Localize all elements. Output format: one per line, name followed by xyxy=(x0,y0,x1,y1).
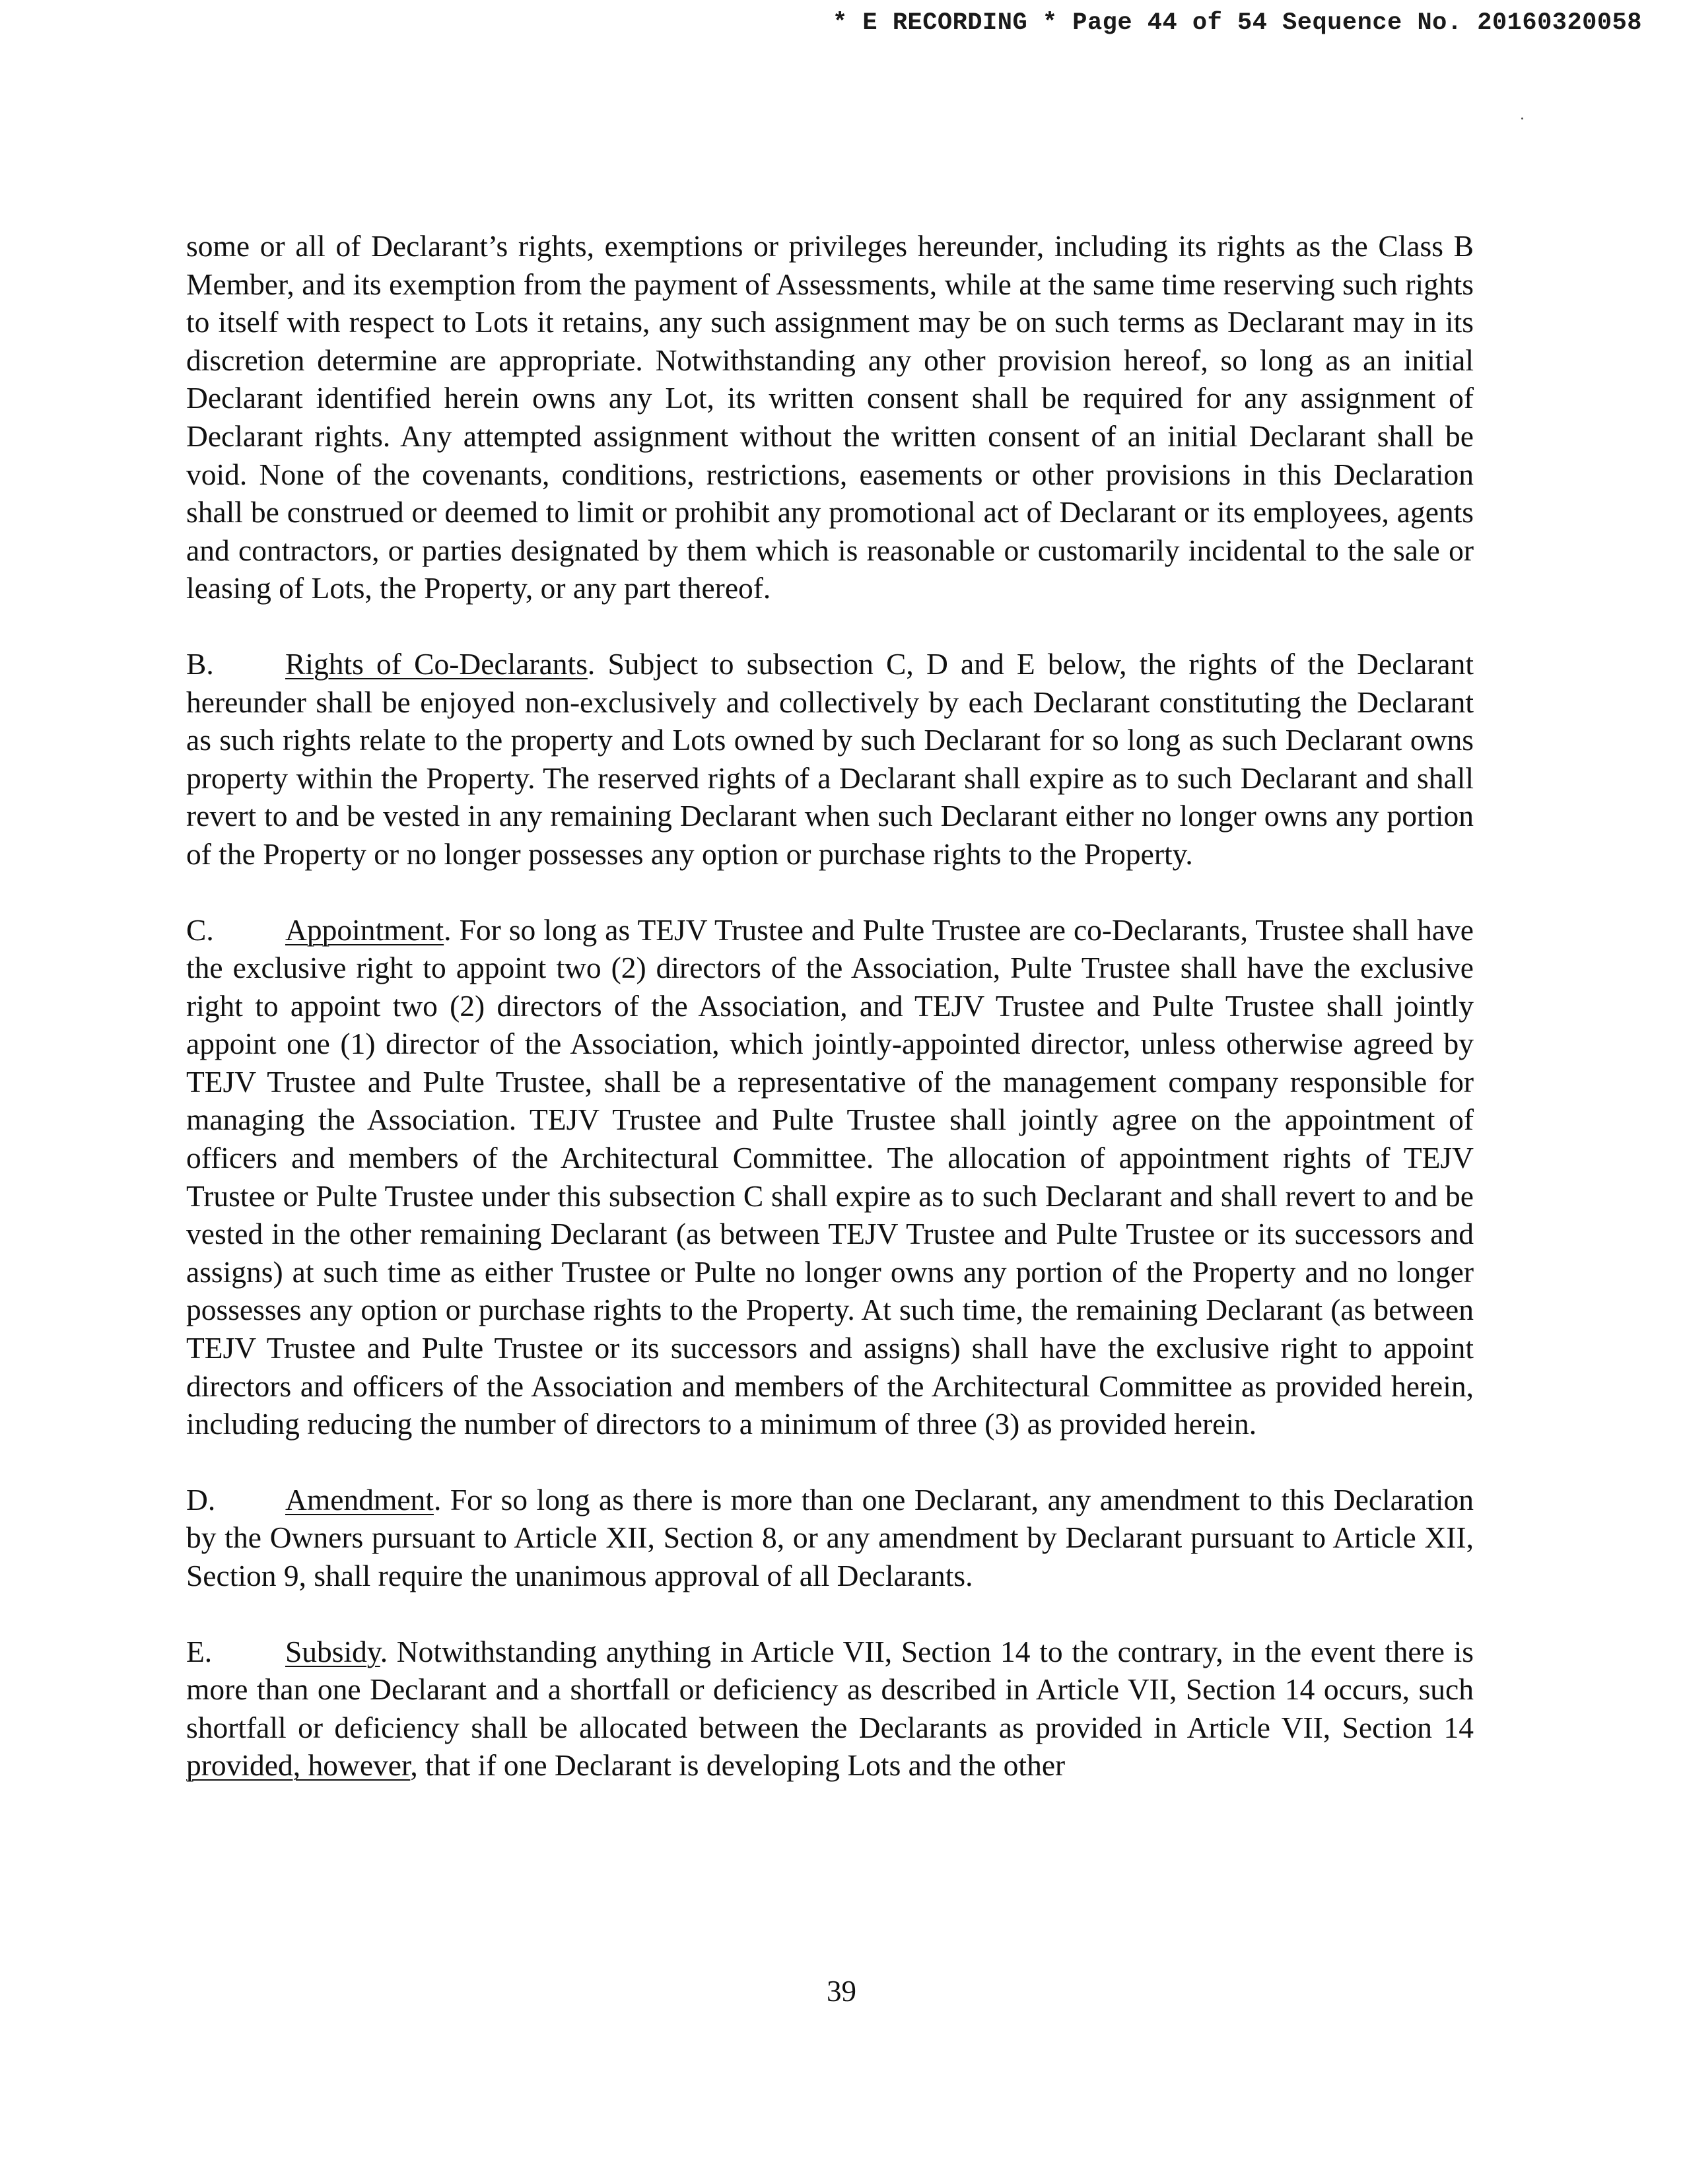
section-c-text: . For so long as TEJV Trustee and Pulte Trustee are co-Declarants, Trustee shall have the exclusive right to appoint two (2) directors of the Association, Pulte Trustee shall have the exclusive right to appoint two (2) directors of the Association, and TEJV Trustee and Pulte Trustee shall jointly appoint one (1) director of the Association, which jointly-appointed director, unless otherwise agreed by TEJV Trustee and Pulte Trustee, shall be a representative of the management company responsible for managing the Association. TEJV Trustee and Pulte Trustee shall jointly agree on the appointment of officers and members of the Architectural Committee. The allocation of appointment rights of TEJV Trustee or Pulte Trustee under this subsection C shall expire as to such Declarant and shall revert to and be vested in the other remaining Declarant (as between TEJV Trustee and Pulte Trustee or its successors and assigns) at such time as either Trustee or Pulte no longer owns any portion of the Property and no longer possesses any option or purchase rights to the Property. At such time, the remaining Declarant (as between TEJV Trustee and Pulte Trustee or its successors and assigns) shall have the exclusive right to appoint directors and officers of the Association and members of the Architectural Committee as provided herein, including reducing the number of directors to a minimum of three (3) as provided herein. xyxy=(186,912,1474,1441)
section-c-title: Appointment xyxy=(285,912,444,947)
page-number: 39 xyxy=(827,1975,856,2008)
paragraph-continuation: some or all of Declarant’s rights, exemptions or privileges hereunder, including its rights as the Class B Member, and its exemption from the payment of Assessments, while at the same time reserving such rights to itself with respect to Lots it retains, any such assignment may be on such terms as Declarant may in its discretion determine are appropriate. Notwithstanding any other provision hereof, so long as an initial Declarant identified herein owns any Lot, its written consent shall be required for any assignment of Declarant rights. Any attempted assignment without the written consent of an initial Declarant shall be void. None of the covenants, conditions, restrictions, easements or other provisions in this Declaration shall be construed or deemed to limit or prohibit any promotional act of Declarant or its employees, agents and contractors, or parties designated by them which is reasonable or customarily incidental to the sale or leasing of Lots, the Property, or any part thereof. xyxy=(186,229,1474,605)
section-b-text: . Subject to subsection C, D and E below, the rights of the Declarant hereunder shall be enjoyed non-exclusively and collectively by each Declarant constituting the Declarant as such rights relate to the property and Lots owned by such Declarant for so long as such Declarant owns property within the Property. The reserved rights of a Declarant shall expire as to such Declarant and shall revert to and be vested in any remaining Declarant when such Declarant either no longer owns any portion of the Property or no longer possesses any option or purchase rights to the Property. xyxy=(186,646,1474,871)
section-b-title: Rights of Co-Declarants xyxy=(285,646,588,681)
section-e-text-after: , that if one Declarant is developing Lots and the other xyxy=(410,1748,1066,1783)
scan-speck xyxy=(1521,118,1523,119)
section-e xyxy=(186,1633,1474,1785)
section-d-title: Amendment xyxy=(285,1482,434,1517)
section-d-text: . For so long as there is more than one Declarant, any amendment to this Declaration by the Owners pursuant to Article XII, Section 8, or any amendment by Declarant pursuant to Article XII, Section 9, shall require the unanimous approval of all Declarants. xyxy=(186,1482,1474,1592)
document-body xyxy=(186,227,1474,1822)
section-e-title: Subsidy xyxy=(285,1634,380,1668)
section-e-proviso: provided, however xyxy=(186,1748,411,1783)
section-d-letter: D. xyxy=(186,1482,216,1517)
section-d xyxy=(186,1481,1474,1595)
section-c-letter: C. xyxy=(186,912,214,947)
section-b-letter: B. xyxy=(186,646,214,681)
section-e-letter: E. xyxy=(186,1634,213,1668)
recording-header: * E RECORDING * Page 44 of 54 Sequence No. 20160320058 xyxy=(833,9,1642,37)
section-b xyxy=(186,645,1474,873)
section-e-text-before: . Notwithstanding anything in Article VII, Section 14 to the contrary, in the event there is more than one Declarant and a shortfall or deficiency as described in Article VII, Section 14 occurs, such shortfall or deficiency shall be allocated between the Declarants as provided in Article VII, Section 14 xyxy=(186,1634,1474,1744)
section-c xyxy=(186,911,1474,1443)
